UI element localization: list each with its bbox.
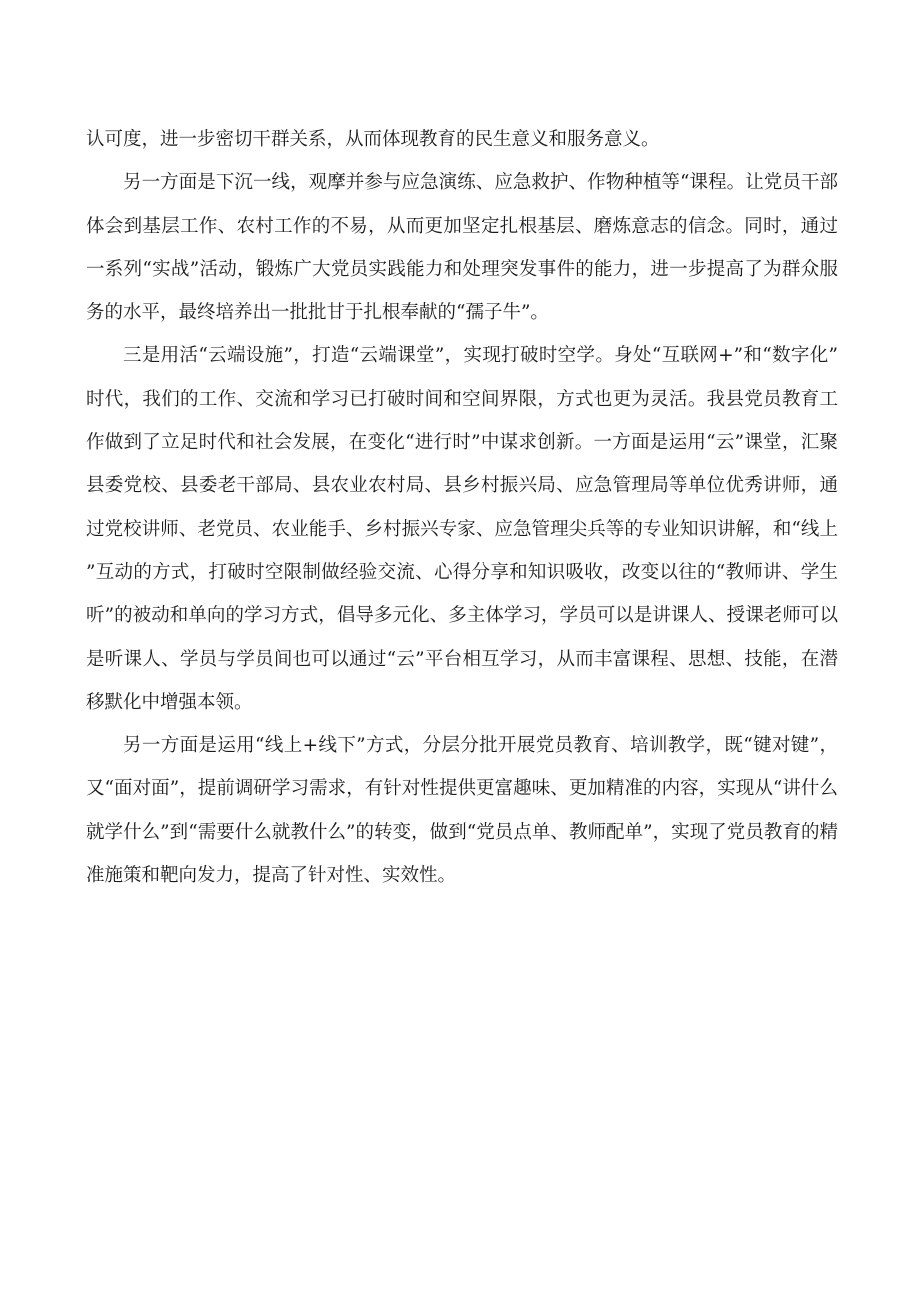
paragraph-4: 另一方面是运用“线上+线下”方式，分层分批开展党员教育、培训教学，既“键对键”，又“面对面”，提前调研学习需求，有针对性提供更富趣味、更加精准的内容，实现从“讲什么就学什么”到“需要什么就教什么”的转变，做到“党员点单、教师配单”，实现了党员教育的精准施策和靶向发力，提高了针对性、实效性。: [86, 735, 838, 887]
paragraph-2: 另一方面是下沉一线，观摩并参与应急演练、应急救护、作物种植等“课程。让党员干部体会到基层工作、农村工作的不易，从而更加坚定扎根基层、磨炼意志的信念。同时，通过一系列“实战”活动，锻炼广大党员实践能力和处理突发事件的能力，进一步提高了为群众服务的水平，最终培养出一批批甘于扎根奉献的“孺子牛”。: [86, 172, 838, 324]
document-body: [86, 118, 838, 897]
paragraph-3: 三是用活“云端设施”，打造“云端课堂”，实现打破时空学。身处“互联网+”和“数字化”时代，我们的工作、交流和学习已打破时间和空间界限，方式也更为灵活。我县党员教育工作做到了立足时代和社会发展，在变化“进行时”中谋求创新。一方面是运用“云”课堂，汇聚县委党校、县委老干部局、县农业农村局、县乡村振兴局、应急管理局等单位优秀讲师，通过党校讲师、老党员、农业能手、乡村振兴专家、应急管理尖兵等的专业知识讲解，和“线上”互动的方式，打破时空限制做经验交流、心得分享和知识吸收，改变以往的“教师讲、学生听”的被动和单向的学习方式，倡导多元化、多主体学习，学员可以是讲课人、授课老师可以是听课人、学员与学员间也可以通过“云”平台相互学习，从而丰富课程、思想、技能，在潜移默化中增强本领。: [86, 345, 838, 713]
paragraph-1: 认可度，进一步密切干群关系，从而体现教育的民生意义和服务意义。: [86, 129, 660, 150]
